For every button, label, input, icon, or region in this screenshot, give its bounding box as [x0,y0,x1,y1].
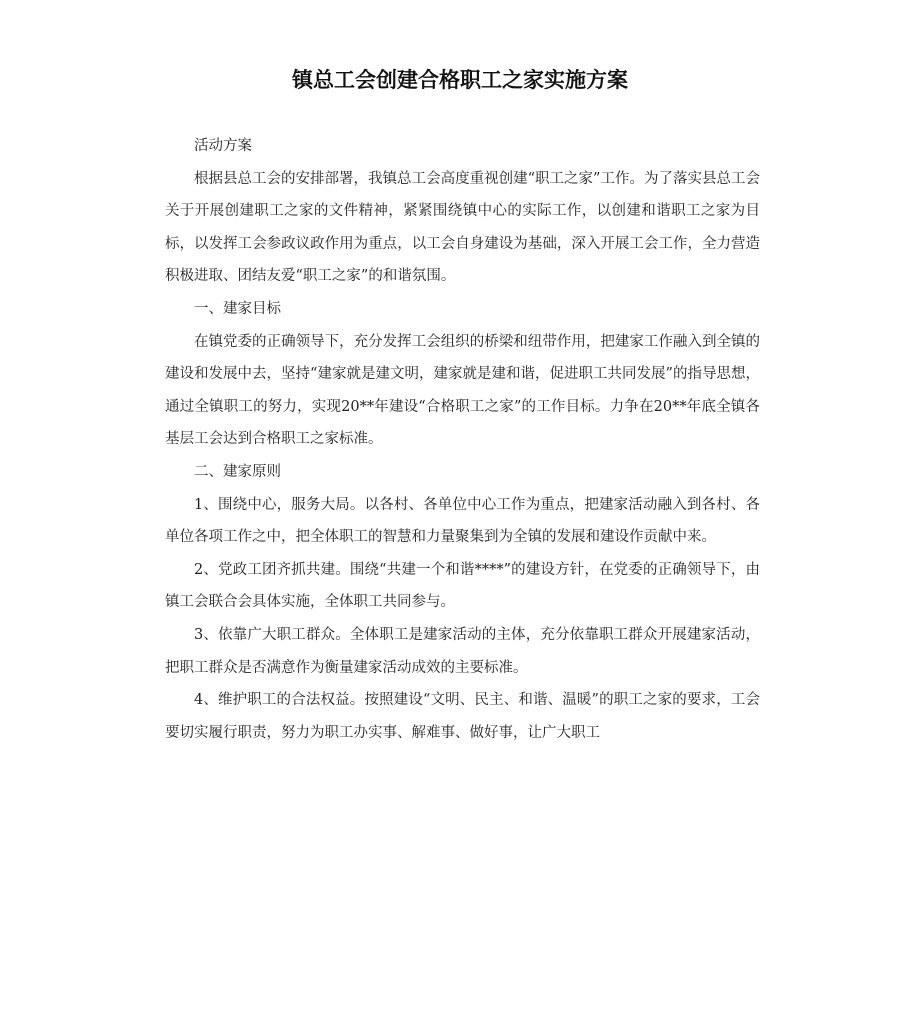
paragraph-intro: 根据县总工会的安排部署，我镇总工会高度重视创建“职工之家”工作。为了落实县总工会关于开展创建职工之家的文件精神，紧紧围绕镇中心的实际工作，以创建和谐职工之家为目标，以发挥工会参政议政作用为重点，以工会自身建设为基础，深入开展工会工作，全力营造积极进取、团结友爱“职工之家”的和谐氛围。 [165,170,760,285]
document-body [165,130,760,749]
section-heading-goal: 一、建家目标 [194,300,281,317]
section-heading-principles: 二、建家原则 [194,463,281,480]
document-title: 镇总工会创建合格职工之家实施方案 [292,68,628,92]
section-label-activity-plan: 活动方案 [194,138,252,154]
paragraph-principle-3: 3、依靠广大职工群众。全体职工是建家活动的主体，充分依靠职工群众开展建家活动，把职工群众是否满意作为衡量建家活动成效的主要标准。 [165,626,760,676]
paragraph-goal: 在镇党委的正确领导下，充分发挥工会组织的桥梁和纽带作用，把建家工作融入到全镇的建设和发展中去，坚持“建家就是建文明，建家就是建和谐，促进职工共同发展”的指导思想，通过全镇职工的努力，实现20**年建设“合格职工之家”的工作目标。力争在20**年底全镇各基层工会达到合格职工之家标准。 [165,333,760,448]
paragraph-principle-2: 2、党政工团齐抓共建。围绕“共建一个和谐****”的建设方针，在党委的正确领导下，由镇工会联合会具体实施，全体职工共同参与。 [165,561,760,611]
paragraph-principle-1: 1、围绕中心，服务大局。以各村、各单位中心工作为重点，把建家活动融入到各村、各单位各项工作之中，把全体职工的智慧和力量聚集到为全镇的发展和建设作贡献中来。 [165,496,760,546]
paragraph-principle-4: 4、维护职工的合法权益。按照建设“文明、民主、和谐、温暖”的职工之家的要求，工会要切实履行职责，努力为职工办实事、解难事、做好事，让广大职工 [165,692,760,741]
